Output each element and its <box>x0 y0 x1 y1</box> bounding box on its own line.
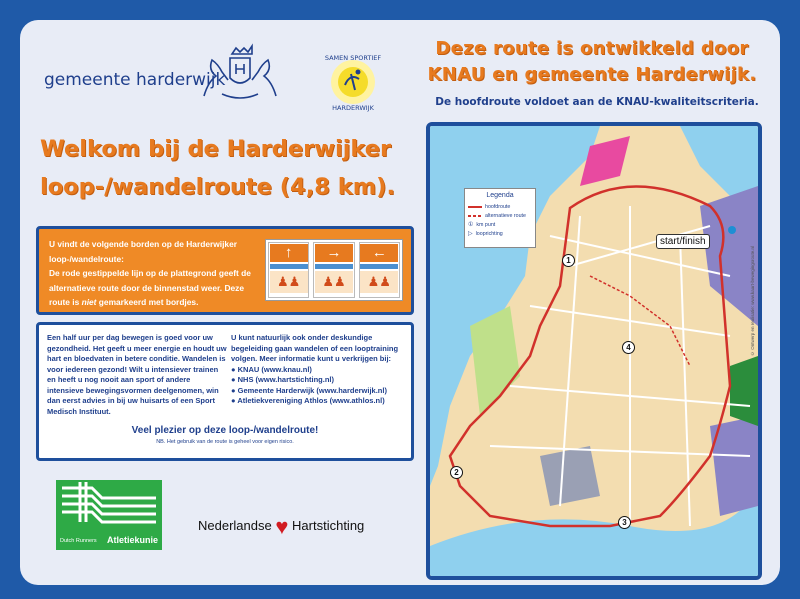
link-nhs: ● NHS (www.hartstichting.nl) <box>231 375 403 386</box>
link-athlos: ● Atletiekvereniging Athlos (www.athlos.nl) <box>231 396 403 407</box>
legend-label: hoofdroute <box>485 203 511 210</box>
sign-bar <box>270 264 308 269</box>
route-signs <box>265 239 403 301</box>
legend-row <box>468 229 532 238</box>
atletiekunie-text: Atletiekunie <box>106 535 158 545</box>
health-info-panel <box>36 322 414 461</box>
grey-block <box>540 446 600 506</box>
legend-row <box>468 220 532 229</box>
note-part-2: gemarkeerd met bordjes. <box>96 297 199 307</box>
green-area <box>730 356 758 426</box>
direction-arrow-icon: ▷ <box>468 231 473 237</box>
sign-bar <box>360 264 398 269</box>
harderwijk-text: HARDERWIJK <box>332 104 374 112</box>
developer-heading <box>416 36 768 88</box>
km-point-1: 1 <box>562 254 575 267</box>
more-info-intro: U kunt natuurlijk ook onder deskundige begeleiding gaan wandelen of een looptraining volgen. Meer informatie kunt u verkrijgen bij: <box>231 333 399 363</box>
enjoy-message: Veel plezier op deze loop-/wandelroute! <box>131 425 319 436</box>
quality-subheading: De hoofdroute voldoet aan de KNAU-kwaliteitscriteria. <box>435 96 759 108</box>
map-copyright: © Ontwerp en realisatie: www.kaart-bewegingsroute.nl <box>750 246 755 357</box>
sign-left <box>359 242 400 298</box>
welcome-title <box>40 130 420 206</box>
legend-row <box>468 202 532 211</box>
main-route-swatch <box>468 206 482 208</box>
start-marker-icon <box>728 226 736 234</box>
alternative-route-note <box>49 266 264 310</box>
disclaimer: NB. Het gebruik van de route is geheel voor eigen risico. <box>156 439 294 445</box>
legend-label: alternatieve route <box>485 212 526 219</box>
hartstichting-name-b: Hartstichting <box>292 518 365 533</box>
atletiekunie-logo <box>56 480 162 550</box>
km-point-icon: ① <box>468 222 474 228</box>
km-point-4: 4 <box>622 341 635 354</box>
note-emphasis: niet <box>81 297 97 307</box>
legend-label: km punt <box>476 221 496 228</box>
info-board <box>20 20 780 585</box>
legend-row <box>468 211 532 220</box>
samen-sportief-logo <box>318 52 388 112</box>
gemeente-harderwijk-logo: gemeente harderwijk <box>44 70 226 90</box>
arrow-right-icon: → <box>315 244 353 262</box>
welcome-line-2: loop-/wandelroute (4,8 km). <box>40 174 395 200</box>
km-point-2: 2 <box>450 466 463 479</box>
start-finish-label: start/finish <box>656 234 710 249</box>
legend-title: Legenda <box>486 192 514 199</box>
samen-sportief-text: SAMEN SPORTIEF <box>324 54 382 62</box>
map-legend <box>464 188 536 248</box>
note-part-1: De rode gestippelde lijn op de plattegrond geeft de alternatieve route door de binnenstad weer. Deze route is <box>49 268 251 307</box>
more-info-column <box>231 333 403 407</box>
info-links-list <box>231 365 403 407</box>
runners-icon: ♟♟ <box>270 271 308 293</box>
arrow-left-icon: ← <box>360 244 398 262</box>
sign-bar <box>315 264 353 269</box>
sign-straight <box>268 242 309 298</box>
sign-right <box>313 242 354 298</box>
signs-intro: U vindt de volgende borden op de Harderwijker loop-/wandelroute: <box>49 239 238 264</box>
link-gemeente: ● Gemeente Harderwijk (www.harderwijk.nl) <box>231 386 403 397</box>
heading-line-1: Deze route is ontwikkeld door <box>435 38 749 59</box>
route-map <box>426 122 762 580</box>
km-point-3: 3 <box>618 516 631 529</box>
runners-icon: ♟♟ <box>315 271 353 293</box>
welcome-line-1: Welkom bij de Harderwijker <box>40 136 392 162</box>
alt-route-swatch <box>468 215 482 217</box>
signs-panel <box>36 226 414 315</box>
arrow-up-icon: ↑ <box>270 244 308 262</box>
heading-line-2: KNAU en gemeente Harderwijk. <box>427 64 757 85</box>
health-advice-text: Een half uur per dag bewegen is goed voor uw gezondheid. Het geeft u meer energie en houdt uw hart en bloedvaten in betere conditie. Wandelen is voor iedereen gezond! Wilt u intensiever trainen en heeft u nog nooit aan sport of andere intensieve bewegingsvormen deelgenomen, win dan eerst advies in bij uw huisarts of een Sport Medisch Instituut. <box>47 333 227 416</box>
hartstichting-logo <box>198 514 364 540</box>
hartstichting-name-a: Nederlandse <box>198 518 272 533</box>
legend-label: looprichting <box>475 230 503 237</box>
runners-icon: ♟♟ <box>360 271 398 293</box>
atletiekunie-emblem-icon <box>56 480 162 524</box>
signs-text <box>49 237 264 310</box>
dutch-runners-text: Dutch Runners <box>60 538 97 544</box>
heart-icon: ♥ <box>275 514 289 539</box>
link-knau: ● KNAU (www.knau.nl) <box>231 365 403 376</box>
harderwijk-crest-icon <box>192 42 288 104</box>
